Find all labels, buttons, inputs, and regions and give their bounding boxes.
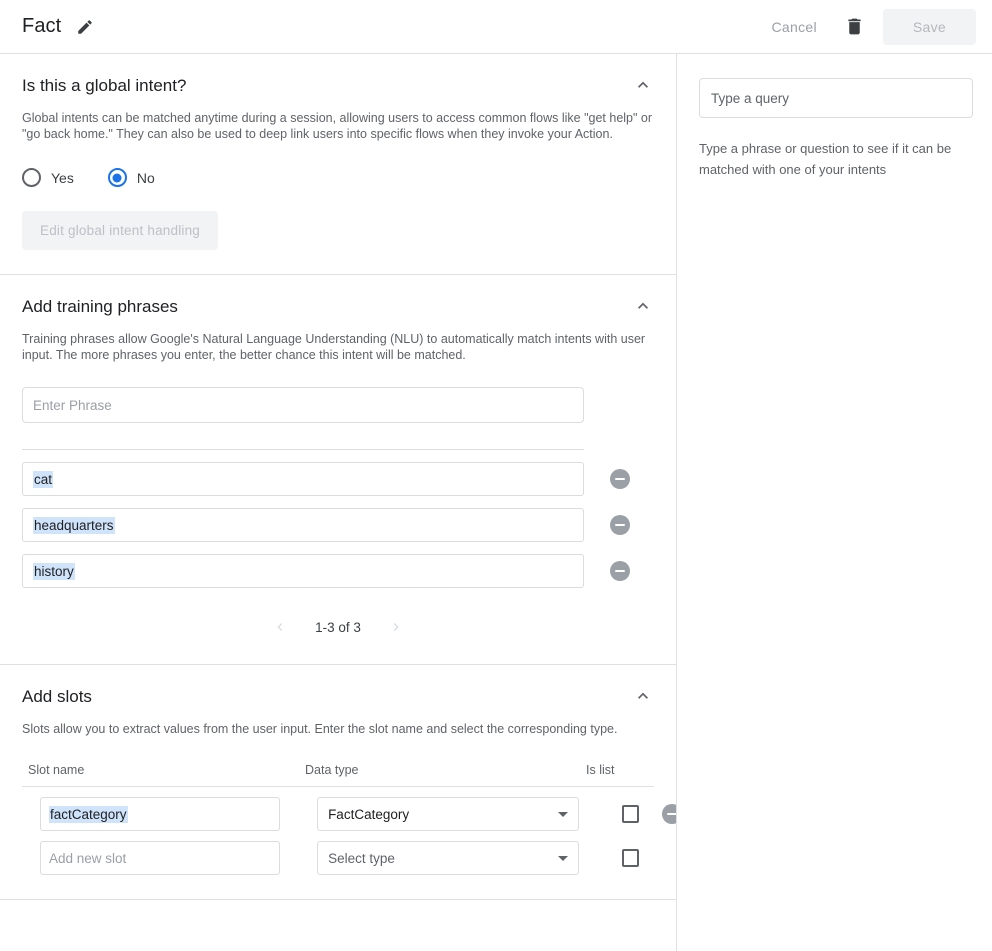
slot-name-input[interactable]	[40, 797, 280, 831]
pencil-icon[interactable]	[75, 17, 95, 37]
chevron-down-icon	[558, 856, 568, 861]
new-slot-name-input[interactable]	[40, 841, 280, 875]
chevron-left-icon[interactable]	[267, 614, 293, 640]
remove-circle-icon[interactable]	[610, 515, 630, 535]
table-row	[22, 797, 677, 831]
column-header-is-list: Is list	[586, 763, 615, 777]
top-bar	[0, 0, 992, 54]
slots-table-header	[22, 763, 654, 787]
training-phrase-input[interactable]	[22, 462, 584, 496]
training-phrase-text: cat	[34, 471, 53, 487]
training-phrase-row	[22, 508, 654, 542]
is-list-checkbox[interactable]	[622, 849, 640, 867]
section-training-phrases-description: Training phrases allow Google's Natural Language Understanding (NLU) to automatically match intents with user input. The more phrases you enter, the better chance this intent will be matched.	[22, 332, 646, 362]
chevron-down-icon	[558, 812, 568, 817]
section-global-intent-header	[22, 76, 654, 96]
radio-yes-label: Yes	[51, 169, 74, 186]
section-slots-header	[22, 687, 654, 707]
remove-circle-icon[interactable]	[610, 561, 630, 581]
radio-no-icon	[108, 168, 127, 187]
radio-option-yes[interactable]	[22, 168, 74, 187]
table-row	[22, 841, 677, 875]
training-phrase-input[interactable]	[22, 508, 584, 542]
cancel-button[interactable]: Cancel	[757, 11, 830, 43]
data-type-select[interactable]	[317, 797, 579, 831]
chevron-up-icon[interactable]	[632, 74, 654, 96]
new-slot-type-select[interactable]	[317, 841, 579, 875]
is-list-checkbox[interactable]	[622, 805, 640, 823]
training-phrase-text: headquarters	[34, 517, 114, 533]
page-title: Fact	[22, 15, 62, 37]
section-slots-description: Slots allow you to extract values from the user input. Enter the slot name and select the corresponding type.	[22, 722, 618, 736]
column-header-data-type: Data type	[305, 763, 359, 777]
remove-circle-icon[interactable]	[662, 804, 677, 824]
section-global-intent	[0, 54, 676, 275]
chevron-right-icon[interactable]	[383, 614, 409, 640]
page-body	[0, 54, 992, 951]
query-input[interactable]	[699, 78, 973, 118]
section-slots	[0, 665, 676, 900]
section-global-intent-description: Global intents can be matched anytime during a session, allowing users to access common flows like "get help" or "go back home." They can also be used to deep link users into specific flows when they invoke your Action.	[22, 111, 653, 141]
phrase-divider	[22, 449, 584, 450]
section-training-phrases	[0, 275, 676, 665]
column-header-slot-name: Slot name	[28, 763, 85, 777]
radio-no-label: No	[136, 169, 155, 186]
new-slot-type-value: Select type	[328, 850, 395, 866]
section-slots-title: Add slots	[22, 687, 92, 706]
slot-name-value: factCategory	[50, 806, 127, 822]
save-button[interactable]: Save	[883, 9, 976, 45]
remove-circle-icon[interactable]	[610, 469, 630, 489]
training-phrase-text: history	[34, 563, 74, 579]
pagination-label: 1-3 of 3	[315, 619, 361, 635]
section-global-intent-title: Is this a global intent?	[22, 76, 187, 95]
global-intent-radio-group	[22, 168, 654, 187]
trash-icon[interactable]	[843, 15, 867, 39]
query-test-panel	[677, 54, 992, 951]
enter-phrase-input[interactable]	[22, 387, 584, 423]
training-phrase-input[interactable]	[22, 554, 584, 588]
chevron-up-icon[interactable]	[632, 295, 654, 317]
chevron-up-icon[interactable]	[632, 685, 654, 707]
training-phrases-pagination	[22, 614, 654, 640]
radio-option-no[interactable]	[108, 168, 155, 187]
training-phrase-row	[22, 462, 654, 496]
data-type-value: FactCategory	[328, 806, 410, 822]
section-training-phrases-header	[22, 297, 654, 317]
new-slot-placeholder: Add new slot	[49, 850, 127, 866]
training-phrase-row	[22, 554, 654, 588]
left-column	[0, 54, 677, 951]
section-training-phrases-title: Add training phrases	[22, 297, 178, 316]
radio-yes-icon	[22, 168, 41, 187]
query-hint-text: Type a phrase or question to see if it can be matched with one of your intents	[699, 141, 952, 177]
edit-global-intent-handling-button[interactable]: Edit global intent handling	[22, 211, 218, 250]
